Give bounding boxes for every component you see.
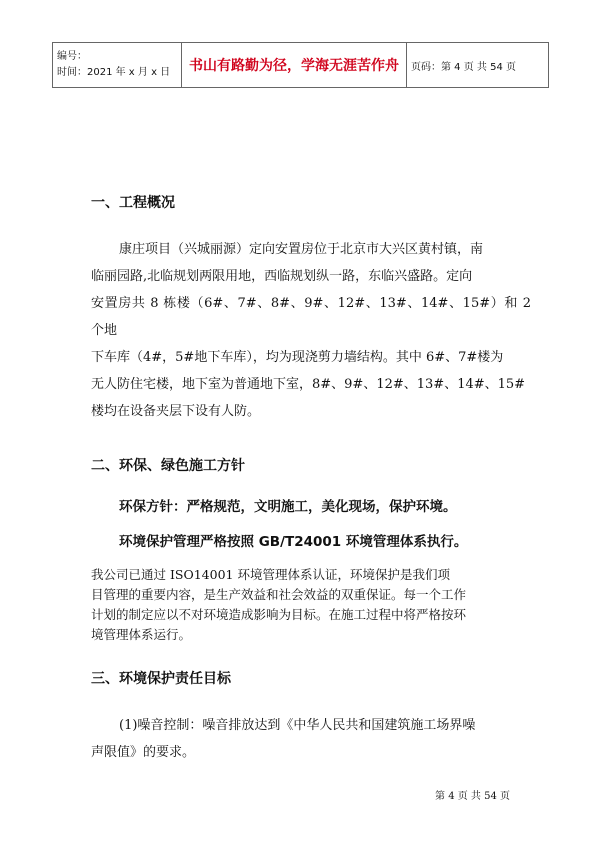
section-3-body — [91, 712, 531, 766]
s2-line: 目管理的重要内容，是生产效益和社会效益的双重保证。每一个工作 — [91, 587, 467, 602]
s1-line: 楼均在设备夹层下设有人防。 — [91, 404, 261, 419]
header-page: 页码：第 4 页 共 54 页 — [407, 43, 549, 88]
environmental-standard: 环境保护管理严格按照 GB/T24001 环境管理体系执行。 — [119, 534, 468, 550]
s3-line: (1)噪音控制：噪音排放达到《中华人民共和国建筑施工场界噪 — [119, 718, 476, 733]
header-number: 编号： — [57, 51, 87, 62]
s1-line: 康庄项目（兴城丽源）定向安置房位于北京市大兴区黄村镇，南 — [119, 242, 484, 257]
header-motto: 书山有路勤为径，学海无涯苦作舟 — [182, 43, 407, 88]
section-1-body — [91, 236, 531, 425]
section-1-title: 一、工程概况 — [91, 195, 175, 211]
s3-line: 声限值》的要求。 — [91, 745, 196, 760]
environmental-policy: 环保方针：严格规范，文明施工，美化现场，保护环境。 — [119, 499, 457, 515]
section-2-body — [91, 565, 531, 645]
s1-line: 下车库（4#，5#地下车库），均为现浇剪力墙结构。其中 6#、7#楼为 — [91, 350, 504, 365]
s2-line: 境管理体系运行。 — [91, 627, 192, 642]
s1-line: 安置房共 8 栋楼（6#、7#、8#、9#、12#、13#、14#、15#）和 2 个地 — [91, 296, 531, 338]
s2-line: 我公司已通过 ISO14001 环境管理体系认证，环境保护是我们项 — [91, 567, 450, 582]
s1-line: 无人防住宅楼，地下室为普通地下室，8#、9#、12#、13#、14#、15# — [91, 377, 526, 392]
header-meta — [53, 43, 182, 88]
header-time: 时间：2021 年 x 月 x 日 — [57, 67, 171, 78]
page-footer: 第 4 页 共 54 页 — [435, 791, 510, 802]
section-3-title: 三、环境保护责任目标 — [91, 671, 231, 687]
s1-line: 临丽园路,北临规划两限用地，西临规划纵一路，东临兴盛路。定向 — [91, 269, 473, 284]
page-header — [52, 42, 549, 88]
s2-line: 计划的制定应以不对环境造成影响为目标。在施工过程中将严格按环 — [91, 607, 467, 622]
section-2-title: 二、环保、绿色施工方针 — [91, 458, 245, 474]
